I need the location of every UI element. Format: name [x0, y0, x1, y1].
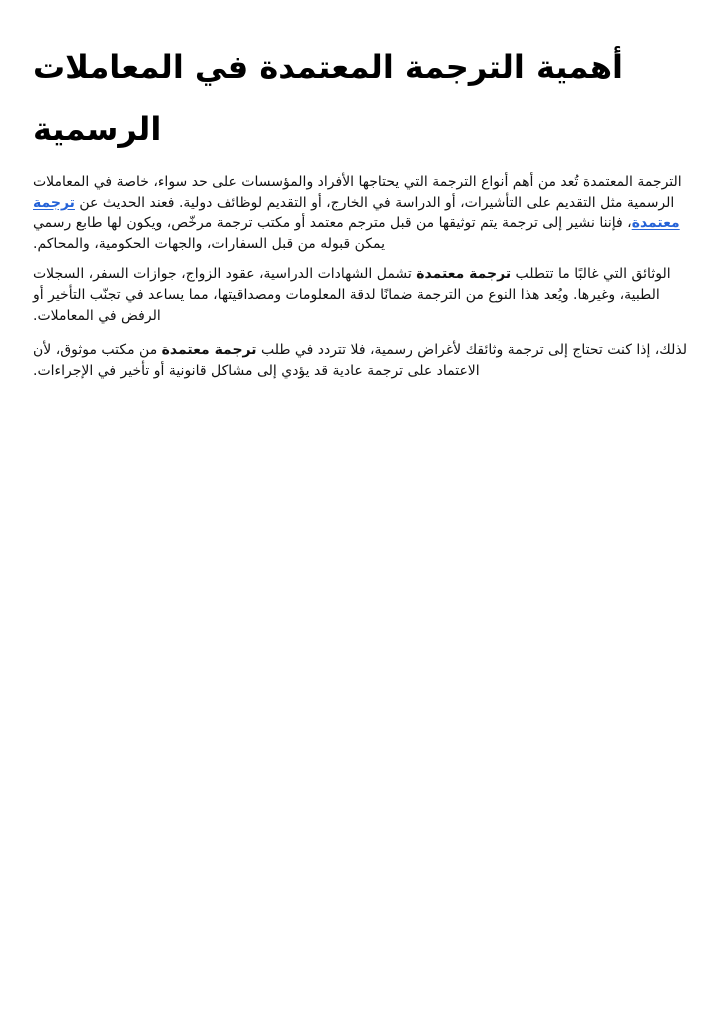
article-paragraph-3 — [33, 340, 687, 381]
article-paragraph-2 — [33, 264, 687, 326]
article — [33, 36, 687, 381]
paragraph-1-text-end: ، فإننا نشير إلى ترجمة يتم توثيقها من قبل مترجم معتمد أو مكتب ترجمة مرخّص، ويكون لها طابع رسمي يمكن قبوله من قبل السفارات، والجهات الحكومية، والمحاكم. — [33, 215, 632, 252]
paragraph-3-keyword: ترجمة معتمدة — [161, 342, 257, 359]
article-paragraph-1 — [33, 172, 687, 254]
paragraph-2-text-start: الوثائق التي غالبًا ما تتطلب — [511, 266, 671, 283]
paragraph-2-keyword: ترجمة معتمدة — [416, 266, 512, 283]
paragraph-3-text-end: من مكتب موثوق، لأن الاعتماد على ترجمة عادية قد يؤدي إلى مشاكل قانونية أو تأخير في الإجراءات. — [33, 342, 480, 379]
paragraph-1-text-start: الترجمة المعتمدة تُعد من أهم أنواع الترجمة التي يحتاجها الأفراد والمؤسسات على حد سواء، خاصة في المعاملات الرسمية مثل التقديم على التأشيرات، أو الدراسة في الخارج، أو التقديم لوظائف دولية. فعند الحديث عن — [33, 174, 682, 211]
paragraph-2-text-end: تشمل الشهادات الدراسية، عقود الزواج، جوازات السفر، السجلات الطبية، وغيرها. ويُعد هذا النوع من الترجمة ضمانًا لدقة المعلومات ومصداقيتها، مما يساعد في تجنّب التأخير أو الرفض في المعاملات. — [33, 266, 660, 324]
article-title: أهمية الترجمة المعتمدة في المعاملات الرسمية — [33, 48, 624, 148]
paragraph-3-text-start: لذلك، إذا كنت تحتاج إلى ترجمة وثائقك لأغراض رسمية، فلا تتردد في طلب — [256, 342, 687, 359]
certified-translation-link[interactable]: ترجمة معتمدة — [33, 194, 680, 232]
